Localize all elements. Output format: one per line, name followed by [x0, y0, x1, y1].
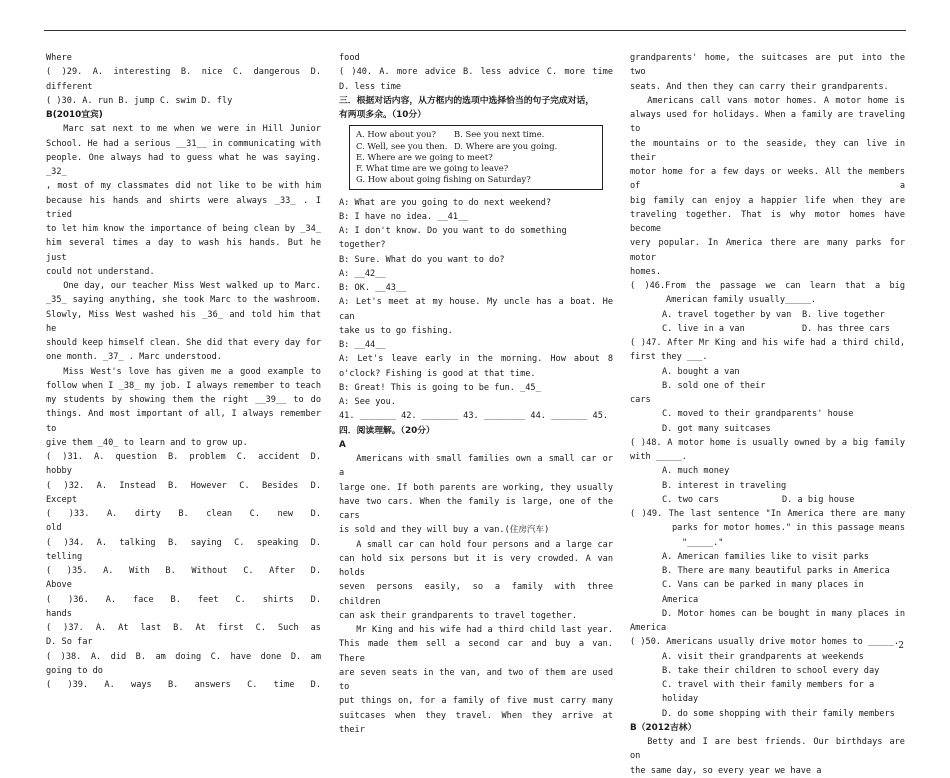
section-b-heading: B(2010宜宾) [46, 110, 103, 120]
page-number: 2 [898, 641, 904, 651]
passage-line: are seven seats in the van, and two of them are used to [339, 667, 613, 693]
passage-line: One day, our teacher Miss West walked up to Marc. [63, 281, 321, 291]
text-line: food [339, 53, 360, 63]
passage-line: people. One always had to guess what he was saying. _32_ [46, 152, 321, 177]
options-row [356, 141, 596, 152]
question-46-cont: American family usually_____. [666, 295, 817, 306]
question-48: ( )48. A motor home is usually owned by a big family [630, 437, 905, 448]
question-49-cont: America [630, 623, 667, 633]
options-row [630, 493, 905, 507]
passage-line: my students by showing them the right __39__ to do [46, 395, 321, 405]
question-37: ( )37. A. At last B. At first C. Such as [46, 623, 321, 633]
passage-line: can hold six persons but it is very crowded. A van holds [339, 553, 613, 579]
option: D. Where are you going. [454, 140, 558, 151]
passage-line: the same day, so every year we have a [630, 765, 822, 776]
dialog-line: A: Let's leave early in the morning. How about 8 [339, 354, 613, 365]
options-row [356, 174, 596, 185]
option: A. visit their grandparents at weekends [662, 651, 864, 662]
option: A. American families like to visit parks [662, 551, 869, 562]
passage-line: seven persons easily, so a family with three children [339, 582, 613, 607]
option: D. a big house [782, 494, 855, 505]
option: D. Motor homes can be bought in many places in [662, 608, 905, 619]
question-40-cont: D. less time [339, 81, 402, 92]
options-row [630, 308, 905, 322]
option: A. travel together by van [662, 309, 792, 320]
option: C. Vans can be parked in many places in America [662, 580, 864, 605]
question-47: ( )47. After Mr King and his wife had a third child, [630, 338, 905, 348]
passage-line: the mountains or to the seaside, they can live in their [630, 138, 905, 163]
option: B. See you next time. [454, 129, 545, 140]
question-33-cont: old [46, 523, 62, 534]
passage-line: very popular. In America there are many parks for motor [630, 238, 905, 263]
option: D. got many suitcases [662, 423, 771, 434]
question-47-cont: first they ___. [630, 352, 708, 363]
passage-line: Americans call vans motor homes. A motor home is [647, 95, 905, 106]
dialog-line: A: See you. [339, 397, 396, 408]
option: C. live in a van [662, 323, 745, 334]
passage-line: traveling together. That is why motor homes have become [630, 209, 905, 234]
passage-line: can ask their grandparents to travel together. [339, 610, 577, 621]
passage-line: seats. And then they can carry their grandparents. [630, 81, 889, 92]
options-row [630, 365, 905, 394]
passage-line: follow when I _38_ my job. I always remember to teach [46, 380, 321, 391]
question-48-cont: with _____. [630, 452, 687, 462]
passage-line: Marc sat next to me when we were in Hill Junior [63, 124, 321, 135]
question-40: ( )40. A. more advice B. less advice C. more time [339, 67, 613, 78]
options-box [349, 125, 603, 189]
options-row [356, 129, 596, 140]
passage-line: Betty and I are best friends. Our birthdays are on [630, 737, 905, 762]
passage-line: have two cars. When the family is large, one of the cars [339, 496, 613, 522]
passage-line: A small car can hold four persons and a large car [356, 539, 613, 550]
dialog-line: o'clock? Fishing is good at that time. [339, 368, 536, 379]
passage-line: , most of my classmates did not like to be with him [46, 181, 321, 192]
question-50: ( )50. Americans usually drive motor homes to _____. [630, 637, 900, 648]
option: E. Where are we going to meet? [356, 151, 493, 162]
question-35-cont: Above [46, 580, 72, 591]
question-32: ( )32. A. Instead B. However C. Besides D. [46, 480, 321, 491]
dialog-line: take us to go fishing. [339, 325, 453, 336]
dialog-line: A: I don't know. Do you want to do something together? [339, 226, 567, 251]
option: C. two cars [662, 494, 719, 505]
option: B. take their children to school every day [662, 665, 880, 676]
dialog-line: A: What are you going to do next weekend? [339, 197, 552, 208]
question-33: ( )33. A. dirty B. clean C. new D. [46, 509, 321, 519]
passage-line: always used for holidays. When a family are traveling to [630, 110, 905, 135]
passage-line: This made them sell a second car and buy a van. There [339, 639, 613, 664]
passage-line: should keep himself clean. She did that every day for [46, 338, 321, 348]
option: D. has three cars [802, 323, 890, 334]
passage-line: School. He had a serious __31__ in communicating with [46, 138, 321, 149]
options-row [356, 163, 596, 174]
passage-line: one month. _37_ . Marc understood. [46, 352, 222, 363]
passage-line: things. And most important of all, I always remember to [46, 409, 321, 434]
dialog-line: B: Sure. What do you want to do? [339, 254, 505, 265]
section-3-subheading: 有两项多余。（10分） [339, 110, 427, 120]
option: A. How about you? [356, 129, 437, 140]
passage-line: give them _40_ to learn and to grow up. [46, 437, 248, 448]
passage-a-label: A [339, 439, 346, 450]
passage-line: homes. [630, 266, 662, 277]
question-36: ( )36. A. face B. feet C. shirts D. [46, 594, 321, 605]
question-31: ( )31. A. question B. problem C. accident D. [46, 452, 321, 462]
passage-line: Mr King and his wife had a third child last year. [356, 625, 613, 636]
dialog-line: B: Great! This is going to be fun. _45_ [339, 382, 541, 393]
passage-line: motor home for a few days or weeks. All the members of a [630, 167, 905, 192]
option: C. moved to their grandparents' house [662, 409, 854, 420]
option: G. How about going fishing on Saturday? [356, 174, 531, 185]
option: B. live together [802, 309, 885, 320]
question-30: ( )30. A. run B. jump C. swim D. fly [46, 95, 233, 106]
passage-line: _35_ saying anything, she took Marc to the washroom. [46, 295, 321, 306]
passage-line: big family can enjoy a happier life when they are [630, 195, 905, 206]
passage-line: because his hands and shirts were always _33_ . I tried [46, 195, 321, 220]
question-39: ( )39. A. ways B. answers C. time D. [46, 680, 321, 690]
passage-line: large one. If both parents are working, they usually [339, 482, 613, 493]
column-middle [339, 51, 613, 737]
option: B. interest in traveling [662, 480, 787, 491]
passage-line: Miss West's love has given me a good example to [63, 366, 321, 377]
passage-line: him several times a day to wash his hands. But he just [46, 238, 321, 263]
question-38-cont: going to do [46, 665, 103, 676]
section-b-heading: B（2012吉林） [630, 722, 697, 733]
question-29-cont: different [46, 81, 93, 92]
dialog-line: A: __42__ [339, 268, 386, 279]
question-46: ( )46.From the passage we can learn that a big [630, 281, 905, 291]
options-row [630, 464, 905, 493]
passage-line: put things on, for a family of five must carry many [339, 696, 613, 707]
question-34: ( )34. A. talking B. saying C. speaking D. [46, 537, 321, 548]
option: A. much money [662, 466, 730, 477]
passage-line: grandparents' home, the suitcases are put into the two [630, 53, 905, 78]
question-49-cont: parks for motor homes." in this passage means [672, 523, 905, 534]
option: D. do some shopping with their family members [662, 708, 895, 719]
question-47-cont: cars [630, 395, 651, 405]
passage-line: suitcases when they travel. When they arrive at their [339, 710, 613, 735]
dialog-line: B: OK. __43__ [339, 283, 407, 294]
option: C. Well, see you then. [356, 140, 448, 151]
question-32-cont: Except [46, 494, 78, 505]
section-3-heading: 三．根据对话内容，从方框内的选项中选择恰当的句子完成对话， [339, 95, 595, 106]
option: B. sold one of their [662, 380, 766, 391]
question-31-cont: hobby [46, 466, 72, 477]
passage-line: is sold and they will buy a van.(住房汽车) [339, 525, 550, 536]
question-29: ( )29. A. interesting B. nice C. dangerous D. [46, 67, 321, 78]
option: C. travel with their family members for a holiday [662, 680, 875, 705]
header-rule [44, 30, 906, 31]
section-4-heading: 四．阅读理解。（20分） [339, 425, 435, 436]
passage-line: to let him know the importance of being clean by _34_ [46, 224, 321, 234]
question-36-cont: hands [46, 608, 72, 619]
option: A. bought a van [662, 366, 740, 377]
column-left [46, 51, 321, 692]
question-34-cont: telling [46, 551, 83, 562]
text-line: Where [46, 53, 72, 63]
answer-blanks: 41. _______ 42. _______ 43. ________ 44. _______ 45. [339, 411, 609, 422]
dialog-line: A: Let's meet at my house. My uncle has a boat. He can [339, 297, 613, 322]
question-49: ( )49. The last sentence "In America there are many [630, 509, 905, 519]
dialog-line: B: I have no idea. __41__ [339, 211, 469, 222]
option: F. What time are we going to leave? [356, 163, 509, 174]
passage-line: Slowly, Miss West washed his _36_ and told him that he [46, 309, 321, 334]
passage-line: could not understand. [46, 266, 155, 277]
passage-line: Americans with small families own a small car or a [339, 454, 613, 479]
options-row [630, 322, 905, 336]
question-38: ( )38. A. did B. am doing C. have done D. am [46, 651, 321, 662]
dialog-line: B: __44__ [339, 340, 386, 351]
question-49-cont: "_____." [682, 537, 724, 548]
question-35: ( )35. A. With B. Without C. After D. [46, 566, 321, 576]
column-right [630, 51, 905, 778]
options-row [356, 152, 596, 163]
option: B. There are many beautiful parks in America [662, 566, 890, 576]
question-37-cont: D. So far [46, 637, 93, 648]
